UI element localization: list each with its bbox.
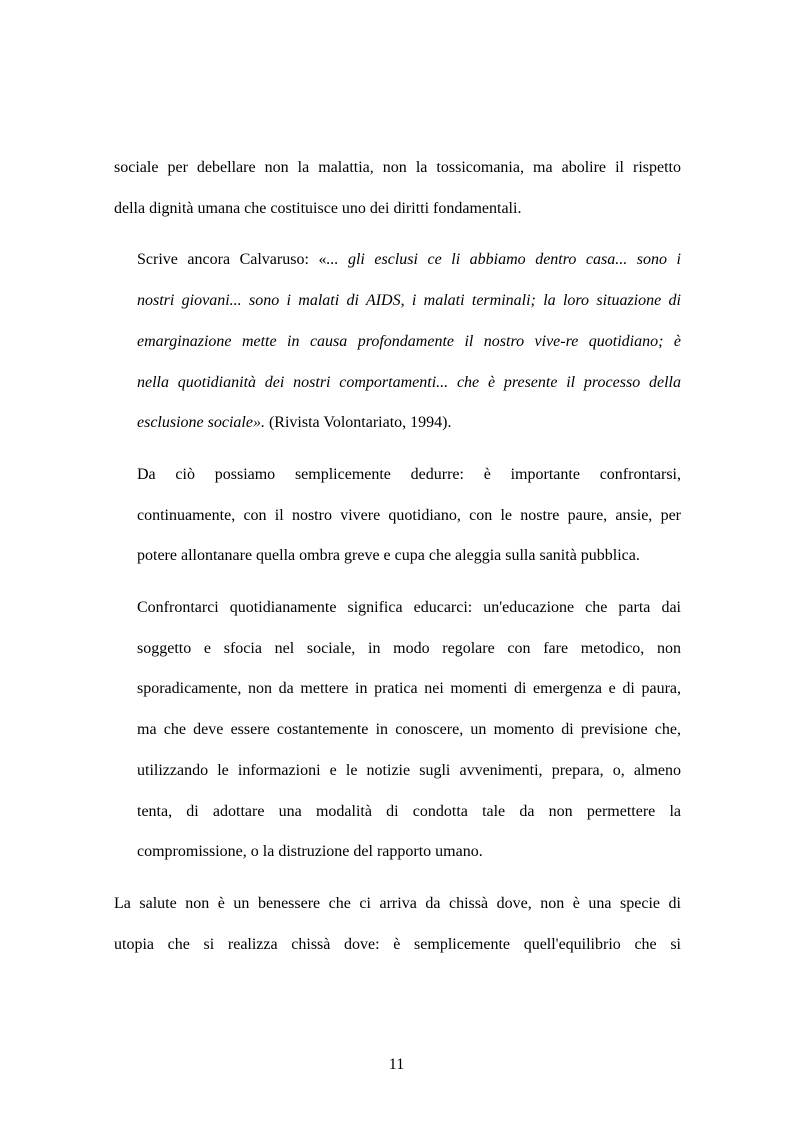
text-line <box>114 403 681 444</box>
paragraph-1 <box>114 148 681 229</box>
text-line: utopia che si realizza chissà dove: è semplicemente quell'equilibrio che si <box>114 935 681 953</box>
quote-text: ... gli esclusi ce li abbiamo dentro casa... sono i <box>326 251 682 269</box>
text-line: Da ciò possiamo semplicemente dedurre: è importante confrontarsi, <box>137 465 681 483</box>
text-line: Confrontarci quotidianamente significa educarci: un'educazione che parta dai <box>137 599 681 617</box>
text-line <box>114 363 681 404</box>
text-line: La salute non è un benessere che ci arriva da chissà dove, non è una specie di <box>114 894 681 912</box>
text-line: utilizzando le informazioni e le notizie sugli avvenimenti, prepara, o, almeno <box>137 761 681 779</box>
text-line: sporadicamente, non da mettere in pratica nei momenti di emergenza e di paura, <box>137 680 681 698</box>
text-line <box>114 322 681 363</box>
text-line: potere allontanare quella ombra greve e cupa che aleggia sulla sanità pubblica. <box>137 547 640 565</box>
text-line <box>114 240 681 281</box>
text-line: della dignità umana che costituisce uno dei diritti fondamentali. <box>114 199 522 217</box>
quote-text: emarginazione mette in causa profondamente il nostro vive-re quotidiano; è <box>137 332 681 350</box>
text-line <box>114 281 681 322</box>
quote-intro: Scrive ancora Calvaruso: « <box>137 251 327 269</box>
paragraph-3 <box>114 455 681 577</box>
text-line: tenta, di adottare una modalità di condotta tale da non permettere la <box>137 802 681 820</box>
paragraph-2-quote <box>114 240 681 444</box>
text-line: compromissione, o la distruzione del rapporto umano. <box>137 843 483 861</box>
page-number: 11 <box>388 1056 405 1073</box>
quote-text: nella quotidianità dei nostri comportamenti... che è presente il processo della <box>137 373 681 391</box>
body-text <box>114 148 681 965</box>
text-line: continuamente, con il nostro vivere quotidiano, con le nostre paure, ansie, per <box>137 506 681 524</box>
paragraph-4 <box>114 588 681 873</box>
text-line: ma che deve essere costantemente in conoscere, un momento di previsione che, <box>137 721 681 739</box>
text-line: soggetto e sfocia nel sociale, in modo regolare con fare metodico, non <box>137 639 681 657</box>
paragraph-5 <box>114 884 681 965</box>
quote-text: nostri giovani... sono i malati di AIDS, i malati terminali; la loro situazione di <box>137 292 681 310</box>
quote-text: esclusione sociale». <box>137 414 265 432</box>
citation: (Rivista Volontariato, 1994). <box>264 414 452 432</box>
text-line: sociale per debellare non la malattia, non la tossicomania, ma abolire il rispetto <box>114 159 681 176</box>
